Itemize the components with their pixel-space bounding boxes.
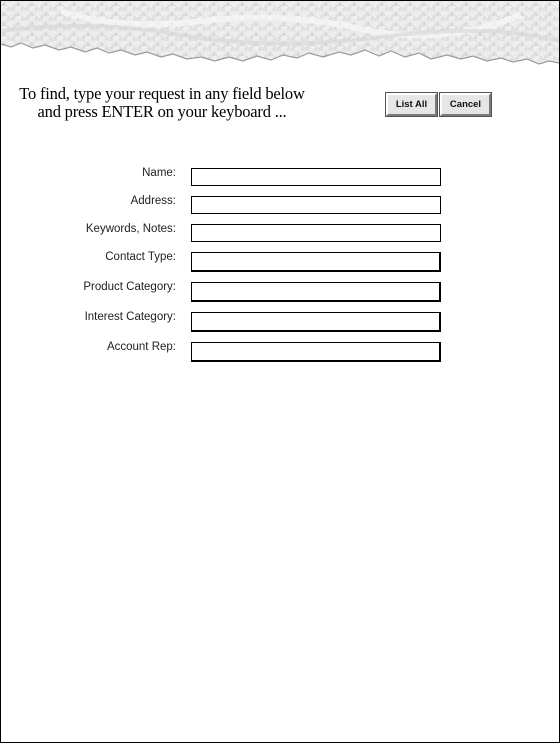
interest-category-field[interactable]: [191, 312, 441, 332]
address-label: Address:: [130, 195, 176, 207]
instructions-text: [1, 85, 323, 121]
keywords-notes-field[interactable]: [191, 224, 441, 242]
keywords-notes-label: Keywords, Notes:: [85, 223, 176, 235]
instructions-line-2: and press ENTER on your keyboard ...: [37, 102, 287, 121]
cancel-button[interactable]: Cancel: [440, 93, 491, 116]
torn-paper-header-icon: [1, 1, 559, 73]
address-field[interactable]: [191, 196, 441, 214]
account-rep-label: Account Rep:: [106, 341, 176, 353]
contact-type-label: Contact Type:: [105, 251, 176, 263]
product-category-field[interactable]: [191, 282, 441, 302]
list-all-button[interactable]: List All: [386, 93, 437, 116]
product-category-label: Product Category:: [83, 281, 176, 293]
interest-category-label: Interest Category:: [84, 311, 176, 323]
contact-type-field[interactable]: [191, 252, 441, 272]
instructions-line-1: To find, type your request in any field below: [19, 84, 305, 103]
name-label: Name:: [142, 167, 176, 179]
account-rep-field[interactable]: [191, 342, 441, 362]
name-field[interactable]: [191, 168, 441, 186]
